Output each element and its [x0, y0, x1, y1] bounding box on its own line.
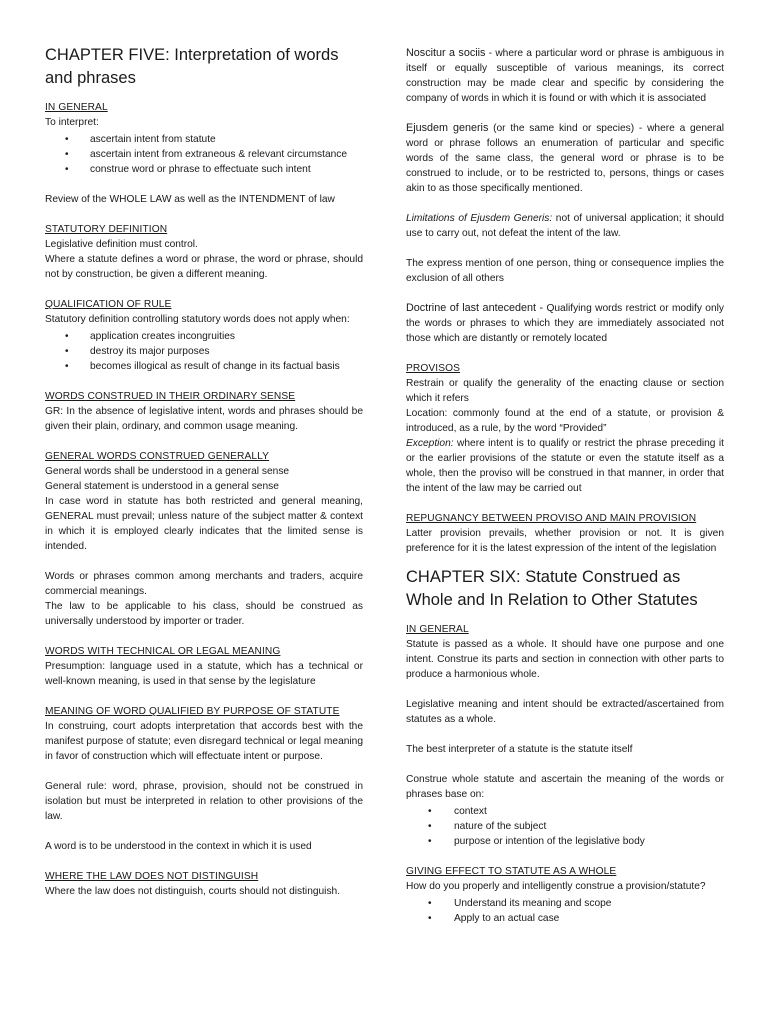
paragraph: Presumption: language used in a statute, which has a technical or well-known meaning, is used in that sense by the legislature — [45, 661, 363, 687]
list-item: • nature of the subject — [428, 821, 547, 832]
bullet-icon: • — [65, 331, 69, 342]
bullet-list — [45, 132, 363, 177]
paragraph: Statute is passed as a whole. It should have one purpose and one intent. Construe its parts and section in connection with other parts to produce a harmonious whole. — [406, 639, 724, 680]
bullet-icon: • — [65, 346, 69, 357]
term-noscitur: Noscitur a sociis — [406, 47, 486, 59]
section-heading-provisos: PROVISOS — [406, 363, 461, 374]
paragraph: Location: commonly found at the end of a statute, or provision & introduced, as a rule, by the word “Provided” — [406, 408, 724, 434]
list-item: • Apply to an actual case — [428, 913, 560, 924]
chapter-six-title: CHAPTER SIX: Statute Construed as Whole and In Relation to Other Statutes — [406, 568, 698, 609]
paragraph: Statutory definition controlling statutory words does not apply when: — [45, 314, 350, 325]
section-heading-in-general: IN GENERAL — [45, 102, 108, 113]
paragraph: General statement is understood in a general sense — [45, 481, 279, 492]
section-heading-statutory-definition: STATUTORY DEFINITION — [45, 224, 168, 235]
section-heading-purpose: MEANING OF WORD QUALIFIED BY PURPOSE OF STATUTE — [45, 706, 340, 717]
paragraph: Where the law does not distinguish, courts should not distinguish. — [45, 886, 341, 897]
paragraph: GR: In the absence of legislative intent, words and phrases should be given their plain, ordinary, and common usage meaning. — [45, 406, 363, 432]
paragraph: Where a statute defines a word or phrase, the word or phrase, should not by construction, be given a different meaning. — [45, 254, 363, 280]
list-item: • becomes illogical as result of change in its factual basis — [65, 361, 340, 372]
bullet-icon: • — [428, 806, 432, 817]
list-item: • destroy its major purposes — [65, 346, 210, 357]
bullet-icon: • — [428, 898, 432, 909]
section-heading-giving-effect: GIVING EFFECT TO STATUTE AS A WHOLE — [406, 866, 617, 877]
limitations-label: Limitations of Ejusdem Generis: — [406, 213, 553, 224]
bullet-icon: • — [428, 821, 432, 832]
paragraph-limitations: Limitations of Ejusdem Generis: not of universal application; it should use to carry out, not defeat the intent of the law. — [406, 213, 724, 239]
list-item: • ascertain intent from statute — [65, 134, 216, 145]
paragraph: In construing, court adopts interpretation that accords best with the manifest purpose of statute; even disregard technical or legal meaning in favor of construction which will effectuate intent or purpose. — [45, 721, 363, 762]
bullet-list — [45, 329, 363, 374]
paragraph: To interpret: — [45, 117, 99, 128]
list-item: • ascertain intent from extraneous & relevant circumstance — [65, 149, 348, 160]
paragraph-noscitur: Noscitur a sociis - where a particular word or phrase is ambiguous in itself or equally susceptible of various meanings, its correct construction may be made clear and specific by considering the company of words in which it is found or with which it is associated — [406, 47, 724, 104]
bullet-icon: • — [65, 164, 69, 175]
paragraph: A word is to be understood in the context in which it is used — [45, 841, 312, 852]
section-heading-ordinary-sense: WORDS CONSTRUED IN THEIR ORDINARY SENSE — [45, 391, 296, 402]
paragraph: In case word in statute has both restricted and general meaning, GENERAL must prevail; unless nature of the subject matter & context in which it is employed clearly indicates that the limited sense is intended. — [45, 496, 363, 552]
bullet-icon: • — [428, 913, 432, 924]
paragraph: Legislative meaning and intent should be extracted/ascertained from statutes as a whole. — [406, 699, 724, 725]
section-heading-qualification: QUALIFICATION OF RULE — [45, 299, 172, 310]
paragraph: How do you properly and intelligently construe a provision/statute? — [406, 881, 706, 892]
bullet-list — [406, 896, 724, 926]
section-heading-technical: WORDS WITH TECHNICAL OR LEGAL MEANING — [45, 646, 281, 657]
exception-label: Exception: — [406, 438, 454, 449]
list-item: • Understand its meaning and scope — [428, 898, 612, 909]
list-item: • construe word or phrase to effectuate such intent — [65, 164, 311, 175]
paragraph: Words or phrases common among merchants and traders, acquire commercial meanings. — [45, 571, 363, 597]
paragraph: Restrain or qualify the generality of the enacting clause or section which it refers — [406, 378, 724, 404]
paragraph: Legislative definition must control. — [45, 239, 198, 250]
bullet-list — [406, 804, 724, 849]
paragraph: Review of the WHOLE LAW as well as the INTENDMENT of law — [45, 194, 335, 205]
paragraph: General words shall be understood in a general sense — [45, 466, 290, 477]
bullet-icon: • — [65, 361, 69, 372]
list-item: • purpose or intention of the legislative body — [428, 836, 645, 847]
right-column — [406, 46, 724, 926]
left-column — [45, 44, 363, 899]
section-heading-general-words: GENERAL WORDS CONSTRUED GENERALLY — [45, 451, 270, 462]
section-heading-not-distinguish: WHERE THE LAW DOES NOT DISTINGUISH — [45, 871, 259, 882]
paragraph: The best interpreter of a statute is the statute itself — [406, 744, 633, 755]
paragraph: Latter provision prevails, whether provision or not. It is given preference for it is the latest expression of the intent of the legislation — [406, 528, 724, 554]
section-heading-in-general-ch6: IN GENERAL — [406, 624, 469, 635]
paragraph-ejusdem: Ejusdem generis (or the same kind or species) - where a general word or phrase follows an enumeration of particular and specific words of the same class, the general word or phrase is to be construed to include, or to be restricted to, persons, things or cases akin to as those specifically mentioned. — [406, 122, 724, 194]
paragraph-exception: Exception: where intent is to qualify or restrict the phrase preceding it or the earlier provisions of the statute or even the statute itself as a whole, then the proviso will be construed in that manner, in order that the intent of the law may be carried out — [406, 438, 724, 494]
paragraph: The law to be applicable to his class, should be construed as universally understood by importer or trader. — [45, 601, 363, 627]
chapter-five-title: CHAPTER FIVE: Interpretation of words and phrases — [45, 46, 339, 87]
paragraph-last-antecedent: Doctrine of last antecedent - Qualifying words restrict or modify only the words or phrases to which they are immediately associated not those which are distantly or remotely located — [406, 302, 724, 344]
section-heading-repugnancy: REPUGNANCY BETWEEN PROVISO AND MAIN PROVISION — [406, 513, 697, 524]
paragraph: Construe whole statute and ascertain the meaning of the words or phrases base on: — [406, 774, 724, 800]
term-last-antecedent: Doctrine of last antecedent - — [406, 302, 544, 314]
bullet-icon: • — [65, 149, 69, 160]
paragraph: The express mention of one person, thing or consequence implies the exclusion of all others — [406, 258, 724, 284]
bullet-icon: • — [65, 134, 69, 145]
list-item: • application creates incongruities — [65, 331, 235, 342]
bullet-icon: • — [428, 836, 432, 847]
term-ejusdem: Ejusdem generis — [406, 122, 489, 134]
paragraph: General rule: word, phrase, provision, should not be construed in isolation but must be interpreted in relation to other provisions of the law. — [45, 781, 363, 822]
list-item: • context — [428, 806, 487, 817]
